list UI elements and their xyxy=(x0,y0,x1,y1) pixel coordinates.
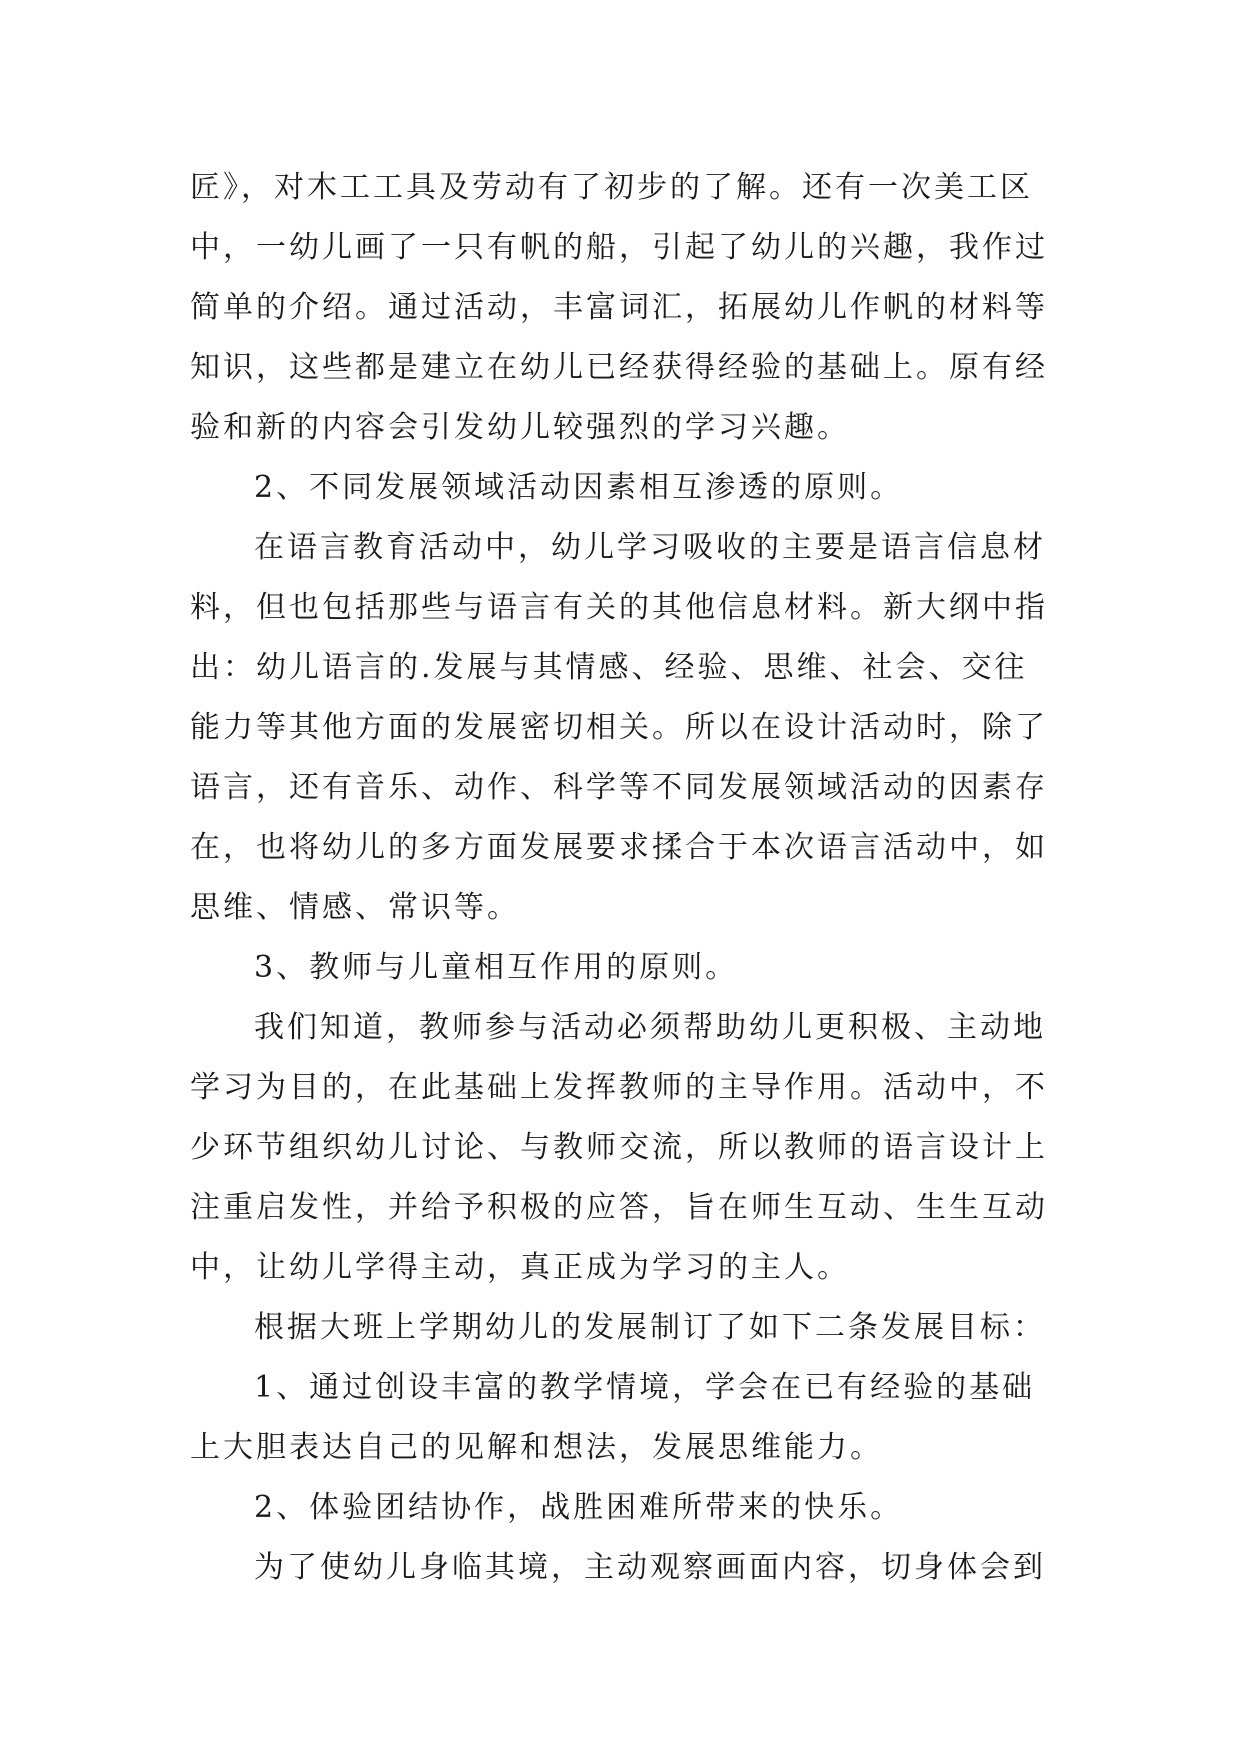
text-line: 我们知道，教师参与活动必须帮助幼儿更积极、主动地 xyxy=(254,1010,1046,1045)
text-line: 料，但也包括那些与语言有关的其他信息材料。新大纲中指 xyxy=(190,590,1048,625)
text-line: 为了使幼儿身临其境，主动观察画面内容，切身体会到 xyxy=(254,1550,1046,1585)
text-line: 简单的介绍。通过活动，丰富词汇，拓展幼儿作帆的材料等 xyxy=(190,290,1048,325)
text-line: 少环节组织幼儿讨论、与教师交流，所以教师的语言设计上 xyxy=(190,1130,1048,1165)
text-line: 思维、情感、常识等。 xyxy=(190,890,520,925)
text-line: 出：幼儿语言的.发展与其情感、经验、思维、社会、交往 xyxy=(190,650,1028,685)
text-line: 2、不同发展领域活动因素相互渗透的原则。 xyxy=(254,470,904,505)
text-line: 在，也将幼儿的多方面发展要求揉合于本次语言活动中，如 xyxy=(190,830,1048,865)
text-line: 3、教师与儿童相互作用的原则。 xyxy=(254,950,739,985)
text-line: 语言，还有音乐、动作、科学等不同发展领域活动的因素存 xyxy=(190,770,1048,805)
text-line: 学习为目的，在此基础上发挥教师的主导作用。活动中，不 xyxy=(190,1070,1048,1105)
text-line: 能力等其他方面的发展密切相关。所以在设计活动时，除了 xyxy=(190,710,1048,745)
text-line: 注重启发性，并给予积极的应答，旨在师生互动、生生互动 xyxy=(190,1190,1048,1225)
text-line: 中，让幼儿学得主动，真正成为学习的主人。 xyxy=(190,1250,850,1285)
text-line: 2、体验团结协作，战胜困难所带来的快乐。 xyxy=(254,1490,904,1525)
text-line: 中，一幼儿画了一只有帆的船，引起了幼儿的兴趣，我作过 xyxy=(190,230,1048,265)
text-line: 根据大班上学期幼儿的发展制订了如下二条发展目标： xyxy=(254,1310,1046,1345)
document-body xyxy=(190,158,1050,1598)
text-line: 上大胆表达自己的见解和想法，发展思维能力。 xyxy=(190,1430,883,1465)
text-line: 匠》，对木工工具及劳动有了初步的了解。还有一次美工区 xyxy=(190,170,1033,205)
text-line: 1、通过创设丰富的教学情境，学会在已有经验的基础 xyxy=(254,1370,1036,1405)
text-line: 知识，这些都是建立在幼儿已经获得经验的基础上。原有经 xyxy=(190,350,1048,385)
text-line: 验和新的内容会引发幼儿较强烈的学习兴趣。 xyxy=(190,410,850,445)
text-line: 在语言教育活动中，幼儿学习吸收的主要是语言信息材 xyxy=(254,530,1046,565)
